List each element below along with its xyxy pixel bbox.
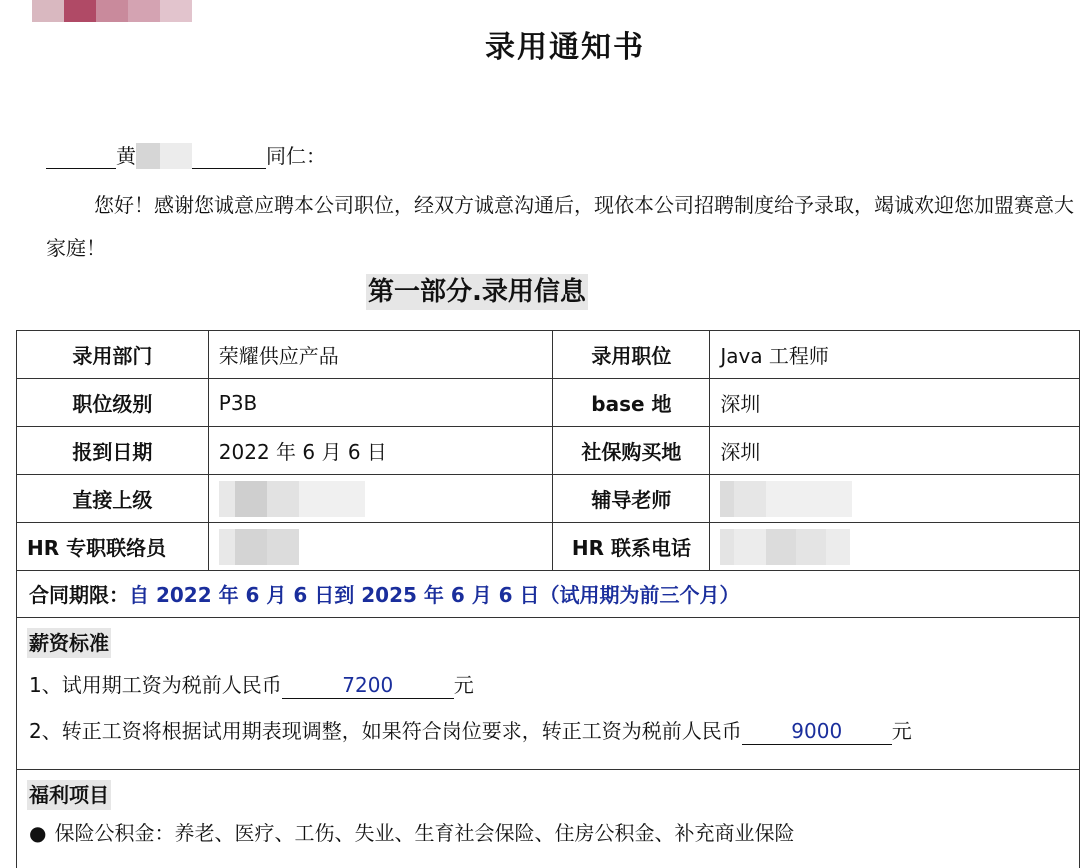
level-label: 职位级别 <box>17 379 209 427</box>
hr-phone-value <box>710 523 1080 571</box>
table-row <box>17 331 1080 379</box>
position-value: Java 工程师 <box>710 331 1080 379</box>
document-title: 录用通知书 <box>485 30 645 65</box>
probation-salary-text: 1、试用期工资为税前人民币 <box>29 673 282 697</box>
supervisor-label: 直接上级 <box>17 475 209 523</box>
report-date-value: 2022 年 6 月 6 日 <box>208 427 553 475</box>
table-row <box>17 475 1080 523</box>
regular-salary-value: 9000 <box>742 718 892 745</box>
redacted-name <box>136 143 160 169</box>
contract-value: 自 2022 年 6 月 6 日到 2025 年 6 月 6 日（试用期为前三个月） <box>129 583 740 607</box>
dept-value: 荣耀供应产品 <box>208 331 553 379</box>
name-underline <box>192 141 266 169</box>
hr-phone-label: HR 联系电话 <box>553 523 710 571</box>
salary-line-regular <box>17 708 1079 754</box>
salary-section <box>16 618 1080 770</box>
recipient-name <box>116 141 192 169</box>
redacted-value <box>219 481 365 517</box>
recipient-surname: 黄 <box>116 144 136 168</box>
offer-info-table <box>16 330 1080 571</box>
supervisor-value <box>208 475 553 523</box>
table-row <box>17 427 1080 475</box>
benefits-section <box>16 770 1080 868</box>
table-row <box>17 379 1080 427</box>
contract-period <box>16 570 1080 618</box>
dept-label: 录用部门 <box>17 331 209 379</box>
contract-label: 合同期限： <box>29 583 129 607</box>
social-insurance-value: 深圳 <box>710 427 1080 475</box>
benefit-item-text: 保险公积金：养老、医疗、工伤、失业、生育社会保险、住房公积金、补充商业保险 <box>54 821 795 845</box>
salary-heading: 薪资标准 <box>27 628 111 658</box>
company-logo <box>32 0 192 22</box>
currency-unit: 元 <box>453 673 474 697</box>
salutation-suffix: 同仁： <box>266 144 326 168</box>
report-date-label: 报到日期 <box>17 427 209 475</box>
salutation <box>46 140 326 169</box>
base-value: 深圳 <box>710 379 1080 427</box>
base-label: base 地 <box>553 379 710 427</box>
regular-salary-text: 2、转正工资将根据试用期表现调整，如果符合岗位要求，转正工资为税前人民币 <box>29 719 742 743</box>
benefit-item <box>17 810 1079 856</box>
level-value: P3B <box>208 379 553 427</box>
hr-contact-label: HR 专职联络员 <box>17 523 209 571</box>
mentor-value <box>710 475 1080 523</box>
salary-line-probation <box>17 662 1079 708</box>
intro-paragraph: 您好！感谢您诚意应聘本公司职位，经双方诚意沟通后，现依本公司招聘制度给予录取，竭诚欢迎您加盟赛意大家庭！ <box>46 193 1074 260</box>
redacted-name <box>160 143 192 169</box>
social-insurance-label: 社保购买地 <box>553 427 710 475</box>
benefits-heading: 福利项目 <box>27 780 111 810</box>
probation-salary-value: 7200 <box>282 672 454 699</box>
table-row <box>17 523 1080 571</box>
position-label: 录用职位 <box>553 331 710 379</box>
redacted-value <box>720 529 850 565</box>
bullet-icon: ● <box>29 821 47 845</box>
redacted-value <box>219 529 299 565</box>
redacted-value <box>720 481 852 517</box>
mentor-label: 辅导老师 <box>553 475 710 523</box>
name-underline <box>46 141 116 169</box>
hr-contact-value <box>208 523 553 571</box>
currency-unit: 元 <box>891 719 912 743</box>
section-title: 第一部分.录用信息 <box>366 274 588 310</box>
